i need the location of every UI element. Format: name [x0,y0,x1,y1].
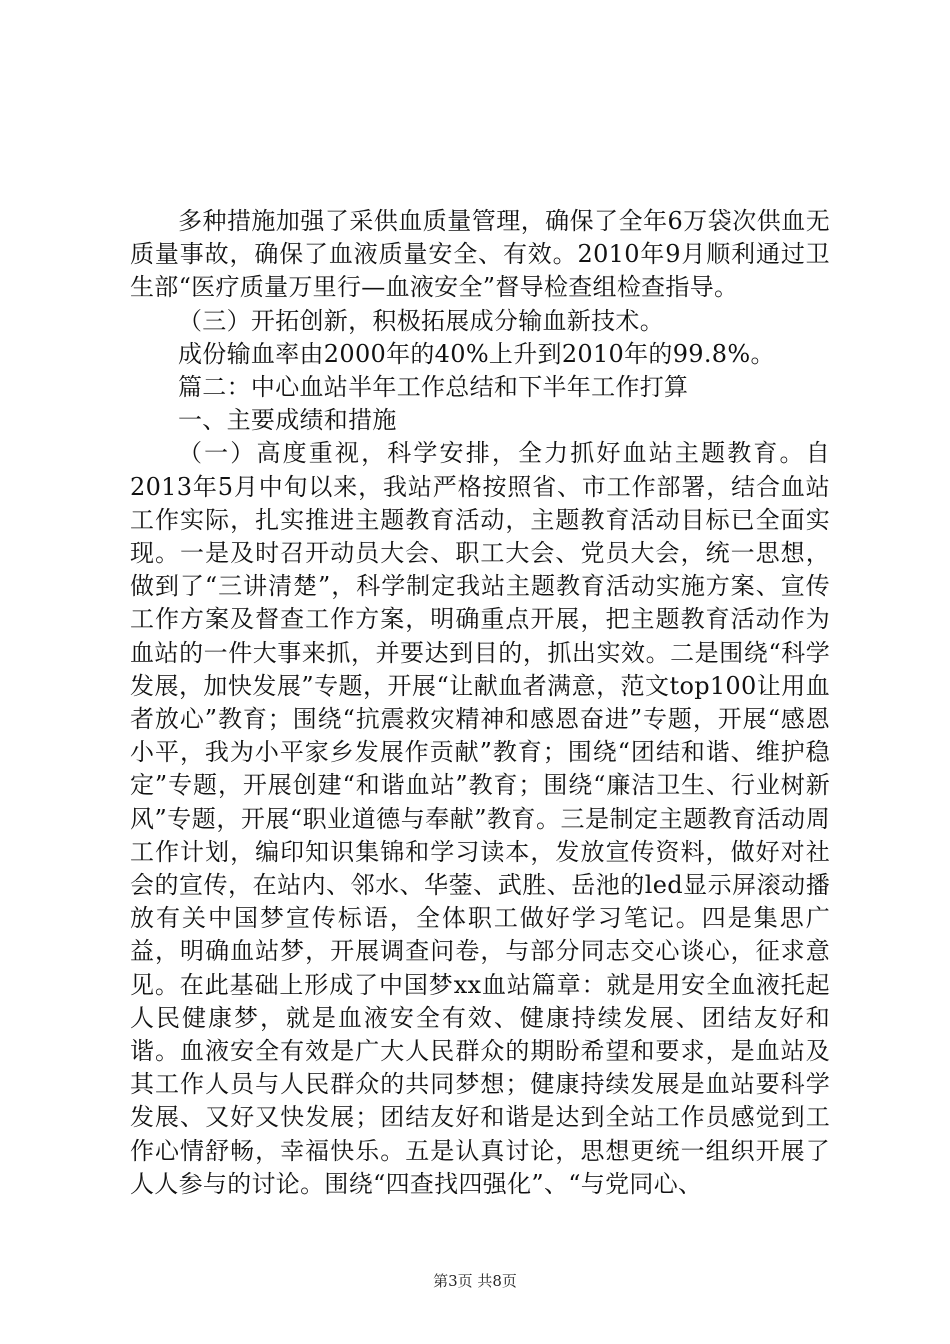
paragraph-chapter-two-title: 篇二：中心血站半年工作总结和下半年工作打算 [178,373,689,402]
paragraph-section-three-heading: （三）开拓创新，积极拓展成分输血新技术。 [178,306,664,335]
paragraph-component-transfusion-rate: 成份输血率由2000年的40%上升到2010年的99.8%。 [178,339,775,368]
paragraph-quality-management: 多种措施加强了采供血质量管理，确保了全年6万袋次供血无质量事故，确保了血液质量安全、有效。2010年9月顺利通过卫生部“医疗质量万里行—血液安全”督导检查组检查指导。 [130,207,830,302]
paragraph-main-achievements-heading: 一、主要成绩和措施 [178,406,397,435]
document-body [130,205,830,1201]
paragraph-theme-education: （一）高度重视，科学安排，全力抓好血站主题教育。自2013年5月中旬以来，我站严格按照省、市工作部署，结合血站工作实际，扎实推进主题教育活动，主题教育活动目标已全面实现。一是及时召开动员大会、职工大会、党员大会，统一思想，做到了“三讲清楚”，科学制定我站主题教育活动实施方案、宣传工作方案及督查工作方案，明确重点开展，把主题教育活动作为血站的一件大事来抓，并要达到目的，抓出实效。二是围绕“科学发展，加快发展”专题，开展“让献血者满意，范文top100让用血者放心”教育；围绕“抗震救灾精神和感恩奋进”专题，开展“感恩小平，我为小平家乡发展作贡献”教育；围绕“团结和谐、维护稳定”专题，开展创建“和谐血站”教育；围绕“廉洁卫生、行业树新风”专题，开展“职业道德与奉献”教育。三是制定主题教育活动周工作计划，编印知识集锦和学习读本，发放宣传资料，做好对社会的宣传，在站内、邻水、华蓥、武胜、岳池的led显示屏滚动播放有关中国梦宣传标语，全体职工做好学习笔记。四是集思广益，明确血站梦，开展调查问卷，与部分同志交心谈心，征求意见。在此基础上形成了中国梦xx血站篇章：就是用安全血液托起人民健康梦，就是血液安全有效、健康持续发展、团结友好和谐。血液安全有效是广大人民群众的期盼希望和要求，是血站及其工作人员与人民群众的共同梦想；健康持续发展是血站要科学发展、又好又快发展；团结友好和谐是达到全站工作员感觉到工作心情舒畅，幸福快乐。五是认真讨论，思想更统一组织开展了人人参与的讨论。围绕“四查找四强化”、“与党同心、 [130,439,830,1198]
page-number-footer: 第3页 共8页 [433,1272,517,1290]
